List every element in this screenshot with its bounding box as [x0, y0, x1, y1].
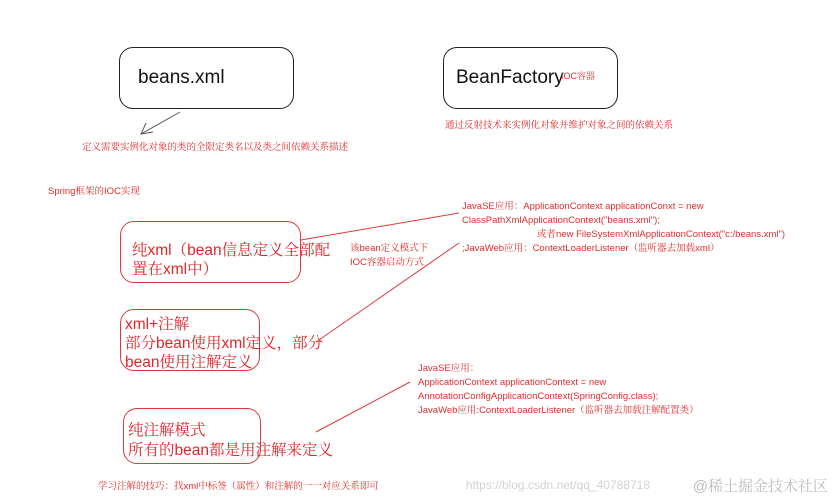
xml-annotation-desc: 部分bean使用xml定义，部分bean使用注解定义: [125, 335, 324, 371]
learning-tip: 学习注解的技巧：找xml中标签（属性）和注解的一一对应关系即可: [98, 481, 379, 492]
watermark-brand: @稀土掘金技术社区: [692, 478, 828, 495]
anno-javase-2: ApplicationContext applicationContext = new: [418, 377, 607, 388]
bean-factory-box: [443, 47, 618, 109]
line-pure-annotation: [316, 382, 410, 432]
arrow-line: [141, 112, 180, 134]
anno-javaweb: JavaWeb应用:ContextLoaderListener（监听器去加载注解配置类）: [418, 405, 699, 416]
beans-xml-desc: 定义需要实例化对象的类的全限定类名以及类之间依赖关系描述: [82, 142, 349, 153]
ioc-container-label: IOC容器: [561, 71, 596, 81]
startup-mode-line2: IOC容器启动方式: [350, 257, 424, 268]
beans-xml-label: beans.xml: [138, 67, 225, 88]
anno-javase-1: JavaSE应用：: [418, 363, 480, 374]
xml-annotation-title: xml+注解: [125, 316, 190, 333]
xml-javase-1: JavaSE应用：ApplicationContext applicationConxt = new: [462, 201, 704, 212]
pure-annotation-title: 纯注解模式: [128, 422, 206, 439]
xml-javase-3: 或者new FileSystemXmlApplicationContext("c:/beans.xml"): [537, 229, 786, 240]
line-pure-xml: [301, 213, 459, 240]
startup-mode-line1: 该bean定义模式下: [350, 243, 429, 254]
pure-xml-label: 纯xml（bean信息定义全部配置在xml中）: [132, 242, 331, 278]
bean-factory-label: BeanFactory: [456, 67, 564, 88]
pure-annotation-desc: 所有的bean都是用注解来定义: [128, 442, 333, 459]
watermark-url: https://blog.csdn.net/qq_40788718: [465, 478, 650, 492]
xml-javaweb: ;JavaWeb应用：ContextLoaderListener（监听器去加载xml）: [462, 243, 720, 254]
anno-javase-3: AnnotationConfigApplicationContext(SpringConfig.class);: [418, 391, 659, 402]
beans-xml-box: [119, 47, 294, 109]
xml-javase-2: ClassPathXmlApplicationContext("beans.xml");: [462, 215, 660, 226]
spring-ioc-label: Spring框架的IOC实现: [48, 186, 140, 197]
bean-factory-desc: 通过反射技术来实例化对象并维护对象之间的依赖关系: [445, 120, 674, 131]
